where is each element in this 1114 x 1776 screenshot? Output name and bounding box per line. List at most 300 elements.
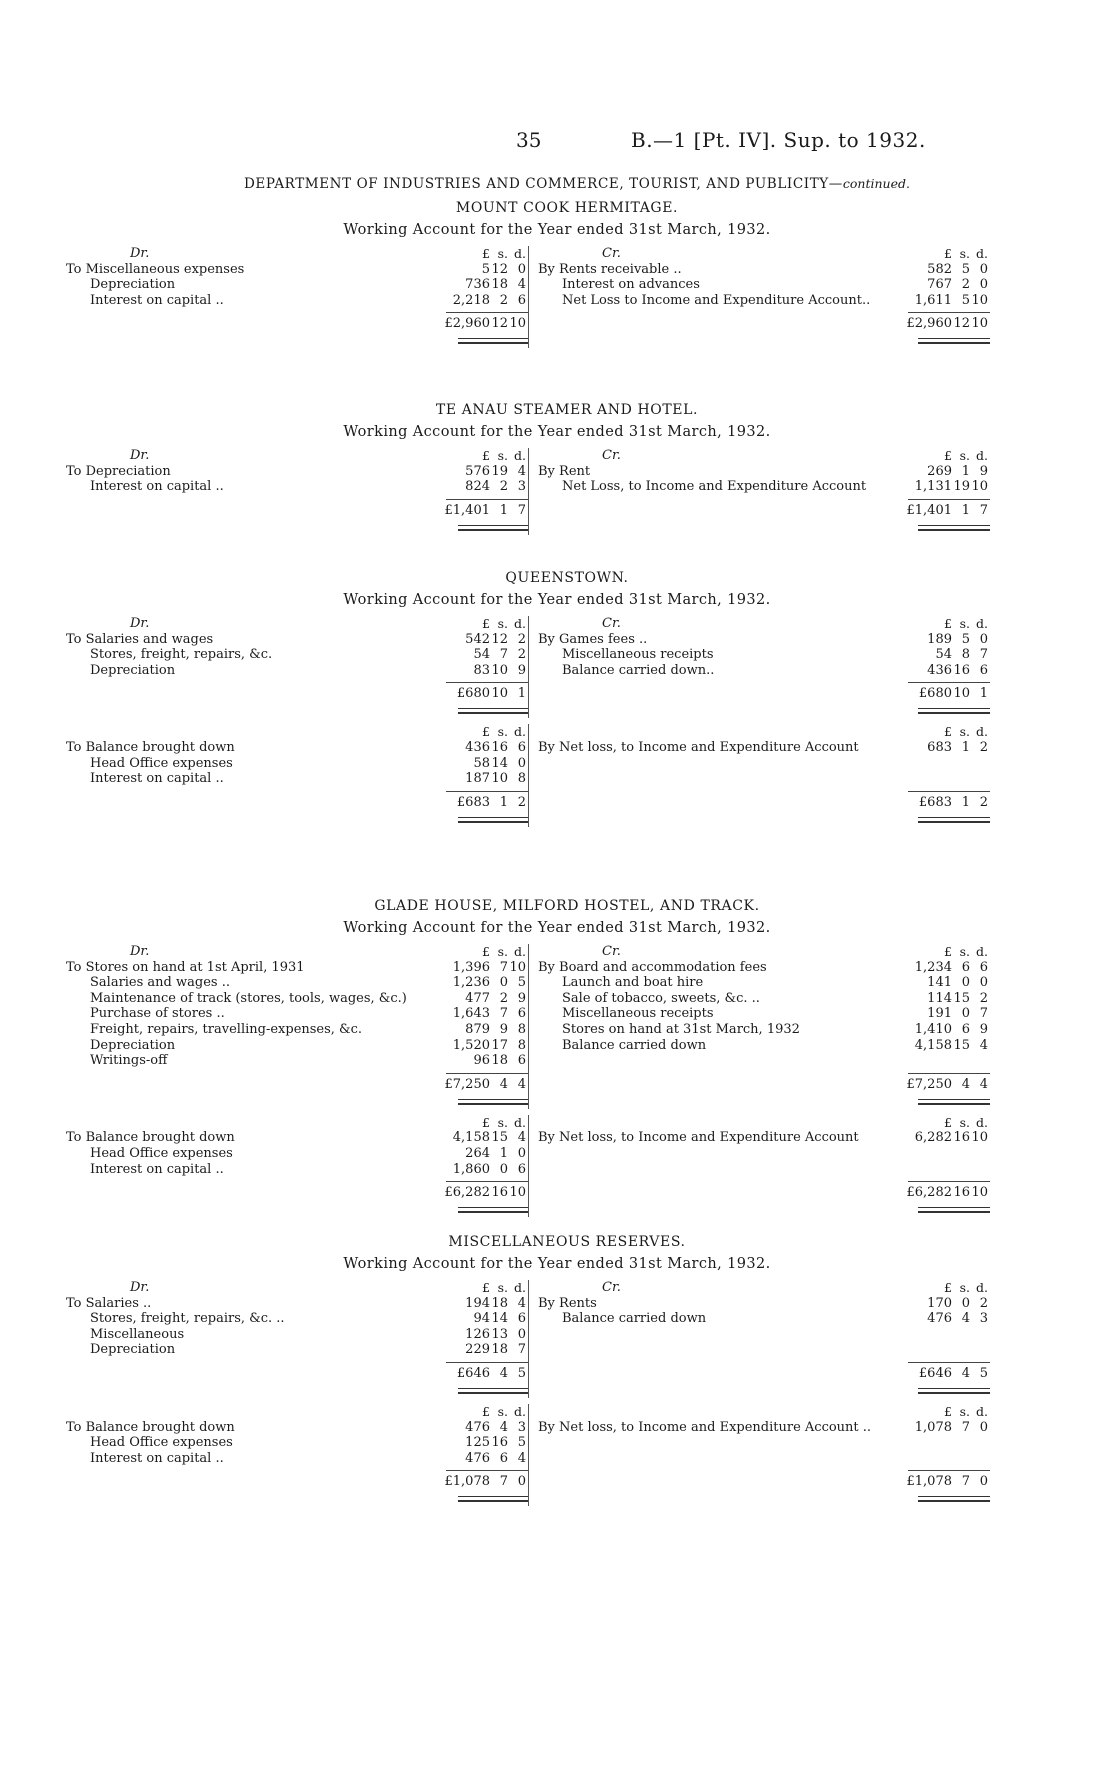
- ledger-total: [406, 503, 528, 519]
- ledger-amount-pounds: 1,410: [914, 1021, 952, 1037]
- ledger-total: [864, 795, 990, 811]
- currency-header: [864, 724, 990, 740]
- ledger-amount-pounds: 54: [935, 647, 952, 663]
- column-header-row: [538, 616, 990, 632]
- total-rule: [908, 312, 990, 313]
- currency-header: [406, 616, 528, 632]
- ledger-row: [538, 960, 990, 976]
- working-account-title: Working Account for the Year ended 31st March, 1932.: [343, 920, 771, 936]
- ledger-amount: [864, 293, 990, 309]
- column-header-row: [66, 944, 528, 960]
- ledger-row: [66, 1038, 528, 1054]
- column-header-row: [66, 1280, 528, 1296]
- total-rule: [446, 791, 528, 792]
- ledger-amount: [406, 632, 528, 648]
- ledger-amount-pounds: 576: [465, 463, 490, 479]
- ledger-row: [66, 479, 528, 495]
- ledger-amount-pounds: 736: [465, 277, 490, 293]
- ledger-amount-pence: 5: [517, 1435, 526, 1451]
- ledger-amount-pounds: 683: [927, 739, 952, 755]
- ledger-amount: [864, 1296, 990, 1312]
- total-row: [66, 678, 528, 704]
- ledger-amount-shillings: 1: [961, 739, 970, 755]
- ledger-total-pounds: £6,282: [444, 1185, 490, 1201]
- ledger-amount-pounds: 141: [927, 975, 952, 991]
- double-rule: [918, 338, 990, 344]
- ledger-total-pence: 10: [971, 316, 988, 332]
- double-rule: [458, 338, 528, 344]
- ledger-item-label: By Net loss, to Income and Expenditure Account: [538, 1130, 859, 1146]
- currency-header-unit: £: [944, 1114, 952, 1130]
- ledger-row: [66, 277, 528, 293]
- ledger-amount-shillings: 5: [961, 261, 970, 277]
- currency-header-unit: £: [482, 1280, 490, 1295]
- ledger-amount-shillings: 4: [961, 1311, 970, 1327]
- ledger-row: [66, 663, 528, 679]
- ledger-row: [66, 756, 528, 772]
- currency-header-unit: s.: [497, 246, 508, 261]
- column-header-row: [538, 1280, 990, 1296]
- total-row: [66, 1069, 528, 1095]
- ledger-amount-pence: 10: [971, 292, 988, 308]
- ledger-item-label: To Salaries ..: [66, 1295, 152, 1311]
- ledger-amount: [406, 663, 528, 679]
- ledger-block: [66, 1280, 990, 1398]
- section-title: GLADE HOUSE, MILFORD HOSTEL, AND TRACK.: [374, 898, 760, 914]
- ledger-amount: [864, 632, 990, 648]
- debit-side: [66, 246, 528, 334]
- ledger-amount-pounds: 477: [465, 990, 490, 1006]
- working-account-title: Working Account for the Year ended 31st March, 1932.: [343, 1256, 771, 1272]
- ledger-amount-pence: 3: [517, 479, 526, 495]
- ledger-amount-pounds: 83: [473, 662, 490, 678]
- currency-header-unit: £: [944, 448, 952, 463]
- total-rule: [908, 1362, 990, 1363]
- ledger-amount-pence: 2: [517, 631, 526, 647]
- ledger-amount-pence: 8: [517, 1021, 526, 1037]
- total-row: [538, 1069, 990, 1095]
- ledger-amount-pounds: 187: [465, 771, 490, 787]
- ledger-total-pounds: £6,282: [906, 1185, 952, 1201]
- credit-side: [538, 1115, 990, 1203]
- ledger-row: [538, 277, 990, 293]
- ledger-total-pence: 5: [517, 1365, 526, 1381]
- ledger-amount-pounds: 1,234: [914, 959, 952, 975]
- ledger-total-shillings: 4: [499, 1076, 508, 1092]
- currency-header-unit: d.: [514, 246, 526, 261]
- ledger-amount: [864, 1420, 990, 1436]
- ledger-amount-shillings: 2: [499, 292, 508, 308]
- ledger-amount: [406, 1053, 528, 1069]
- ledger-divider: [528, 616, 529, 718]
- ledger-block: [66, 944, 990, 1109]
- ledger-amount: [406, 464, 528, 480]
- ledger-item-label: Purchase of stores ..: [90, 1006, 225, 1022]
- ledger-amount: [864, 991, 990, 1007]
- ledger-item-label: To Depreciation: [66, 463, 171, 479]
- ledger-amount: [864, 277, 990, 293]
- currency-header: [406, 1404, 528, 1420]
- working-account-title: Working Account for the Year ended 31st March, 1932.: [343, 592, 771, 608]
- ledger-row: [66, 1022, 528, 1038]
- ledger-item-label: Miscellaneous receipts: [562, 647, 714, 663]
- column-header-row: [538, 1115, 990, 1131]
- ledger-amount-pounds: 436: [927, 662, 952, 678]
- ledger-amount-pounds: 767: [927, 277, 952, 293]
- total-rule: [446, 682, 528, 683]
- ledger-amount-shillings: 5: [961, 292, 970, 308]
- credit-label: Cr.: [602, 616, 621, 631]
- ledger-row: [538, 1296, 990, 1312]
- currency-header: [406, 944, 528, 960]
- ledger-item-label: Depreciation: [90, 1342, 176, 1358]
- ledger-amount-pence: 6: [517, 1311, 526, 1327]
- total-row: [538, 787, 990, 813]
- ledger-row-blank: [538, 1327, 990, 1343]
- page-header: [0, 128, 1114, 158]
- ledger-amount-pounds: 194: [465, 1295, 490, 1311]
- ledger-block: [66, 616, 990, 718]
- ledger-total-pounds: £683: [456, 794, 490, 810]
- debit-side: [66, 448, 528, 521]
- ledger-amount-pence: 10: [971, 479, 988, 495]
- ledger-amount-shillings: 19: [491, 463, 508, 479]
- ledger-amount-pence: 6: [517, 1161, 526, 1177]
- ledger-row-blank: [538, 1162, 990, 1178]
- ledger-total-pounds: £646: [456, 1365, 490, 1381]
- ledger-amount-shillings: 15: [953, 1037, 970, 1053]
- total-rule: [446, 1470, 528, 1471]
- ledger-amount-pence: 8: [517, 1037, 526, 1053]
- ledger-total: [406, 316, 528, 332]
- ledger-block: [66, 246, 990, 348]
- account-section: [0, 402, 1114, 535]
- ledger-amount-shillings: 10: [491, 662, 508, 678]
- ledger-total: [864, 1185, 990, 1201]
- ledger-row-blank: [538, 1435, 990, 1451]
- ledger-item-label: Miscellaneous: [90, 1326, 185, 1342]
- ledger-row: [538, 464, 990, 480]
- ledger-row: [538, 647, 990, 663]
- debit-label: Dr.: [130, 246, 150, 261]
- ledger-total-shillings: 1: [961, 794, 970, 810]
- currency-header: [864, 616, 990, 632]
- ledger-amount: [406, 293, 528, 309]
- ledger-amount-shillings: 15: [491, 1130, 508, 1146]
- account-section: [0, 1234, 1114, 1506]
- ledger-total: [406, 1077, 528, 1093]
- currency-header: [864, 448, 990, 464]
- currency-header-unit: s.: [497, 616, 508, 631]
- ledger-row: [538, 975, 990, 991]
- currency-header-unit: s.: [497, 724, 508, 740]
- ledger-amount-shillings: 9: [499, 1021, 508, 1037]
- ledger-amount-pence: 7: [517, 1342, 526, 1358]
- ledger-row-blank: [538, 1053, 990, 1069]
- ledger-amount-shillings: 12: [491, 631, 508, 647]
- ledger-total-pounds: £683: [918, 794, 952, 810]
- ledger-amount: [406, 1162, 528, 1178]
- ledger-total-pence: 0: [979, 1474, 988, 1490]
- ledger-amount-pence: 0: [517, 1145, 526, 1161]
- ledger-total-pence: 10: [509, 316, 526, 332]
- ledger-row: [66, 1162, 528, 1178]
- ledger-amount-pounds: 476: [465, 1450, 490, 1466]
- ledger-row: [538, 1022, 990, 1038]
- ledger-amount-pence: 2: [979, 1295, 988, 1311]
- currency-header-unit: s.: [497, 1280, 508, 1295]
- ledger-amount-pence: 0: [979, 1419, 988, 1435]
- ledger-amount: [864, 975, 990, 991]
- ledger-amount: [406, 756, 528, 772]
- ledger-amount: [864, 1006, 990, 1022]
- ledger-amount-pounds: 126: [465, 1326, 490, 1342]
- currency-header-unit: d.: [976, 944, 988, 959]
- currency-header-unit: d.: [976, 1404, 988, 1419]
- ledger-item-label: Miscellaneous receipts: [562, 1006, 714, 1022]
- ledger-total: [406, 795, 528, 811]
- currency-header-unit: d.: [514, 448, 526, 463]
- ledger-amount-pounds: 96: [473, 1053, 490, 1069]
- ledger-amount-shillings: 0: [499, 1161, 508, 1177]
- ledger-amount: [864, 647, 990, 663]
- ledger-item-label: Balance carried down..: [562, 662, 715, 678]
- ledger-amount-pence: 0: [979, 277, 988, 293]
- ledger-amount: [864, 663, 990, 679]
- ledger-block: [66, 1115, 990, 1217]
- currency-header: [406, 246, 528, 262]
- ledger-row: [66, 1296, 528, 1312]
- ledger-amount-pence: 3: [979, 1311, 988, 1327]
- account-section: [0, 898, 1114, 1217]
- currency-header-unit: d.: [976, 246, 988, 261]
- ledger-amount-pence: 4: [517, 1450, 526, 1466]
- ledger-amount-pounds: 476: [465, 1419, 490, 1435]
- ledger-amount-shillings: 5: [961, 631, 970, 647]
- currency-header-unit: £: [944, 246, 952, 261]
- ledger-total: [864, 686, 990, 702]
- total-row: [538, 1358, 990, 1384]
- ledger-total-pounds: £1,401: [906, 502, 952, 518]
- ledger-amount: [406, 1311, 528, 1327]
- double-rule: [918, 817, 990, 823]
- column-header-row: [538, 1404, 990, 1420]
- ledger-amount-shillings: 7: [499, 647, 508, 663]
- ledger-row: [538, 262, 990, 278]
- ledger-amount-shillings: 8: [961, 647, 970, 663]
- ledger-item-label: Freight, repairs, travelling-expenses, &c.: [90, 1021, 363, 1037]
- ledger-item-label: Interest on capital ..: [90, 292, 224, 308]
- total-rule: [446, 499, 528, 500]
- debit-side: [66, 944, 528, 1095]
- ledger-amount-pounds: 264: [465, 1145, 490, 1161]
- ledger-amount: [864, 479, 990, 495]
- ledger-amount-shillings: 15: [953, 990, 970, 1006]
- currency-header-unit: d.: [514, 1114, 526, 1130]
- department-title: [0, 176, 1114, 192]
- currency-header-unit: d.: [514, 1404, 526, 1419]
- ledger-amount-shillings: 0: [499, 975, 508, 991]
- department-continued: continued.: [842, 176, 910, 191]
- ledger-amount-pence: 2: [979, 739, 988, 755]
- ledger-amount-shillings: 0: [961, 975, 970, 991]
- currency-header: [864, 246, 990, 262]
- currency-header-unit: d.: [976, 616, 988, 631]
- double-rule: [918, 1099, 990, 1105]
- ledger-total-pounds: £1,401: [444, 502, 490, 518]
- column-header-row: [66, 1115, 528, 1131]
- ledger-amount-pence: 9: [517, 662, 526, 678]
- ledger-item-label: Stores, freight, repairs, &c. ..: [90, 1311, 285, 1327]
- currency-header-unit: £: [944, 944, 952, 959]
- ledger-total-pence: 10: [509, 1185, 526, 1201]
- debit-side: [66, 1115, 528, 1203]
- ledger-total-pounds: £2,960: [444, 316, 490, 332]
- total-rule: [908, 499, 990, 500]
- ledger-row: [538, 1038, 990, 1054]
- ledger-total: [406, 1185, 528, 1201]
- ledger-divider: [528, 724, 529, 826]
- column-header-row: [66, 1404, 528, 1420]
- ledger-total-shillings: 1: [499, 502, 508, 518]
- ledger-row: [66, 771, 528, 787]
- ledger-row-blank: [538, 1451, 990, 1467]
- ledger-row: [66, 647, 528, 663]
- ledger-block: [66, 1404, 990, 1506]
- credit-label: Cr.: [602, 1280, 621, 1295]
- ledger-amount-pounds: 582: [927, 261, 952, 277]
- ledger-amount-pounds: 1,520: [452, 1037, 490, 1053]
- ledger-amount-pence: 5: [517, 975, 526, 991]
- ledger-amount-pounds: 191: [927, 1006, 952, 1022]
- ledger-amount-shillings: 10: [491, 771, 508, 787]
- currency-header-unit: d.: [976, 1114, 988, 1130]
- ledger-row: [538, 1006, 990, 1022]
- ledger-item-label: To Stores on hand at 1st April, 1931: [66, 959, 305, 975]
- double-rule: [458, 1496, 528, 1502]
- ledger-amount: [864, 1038, 990, 1054]
- ledger-amount-shillings: 2: [499, 479, 508, 495]
- ledger-amount-pence: 10: [509, 959, 526, 975]
- working-account-title: Working Account for the Year ended 31st March, 1932.: [343, 424, 771, 440]
- total-row: [66, 1358, 528, 1384]
- total-row: [66, 1177, 528, 1203]
- ledger-amount: [406, 1327, 528, 1343]
- ledger-total-shillings: 4: [499, 1365, 508, 1381]
- ledger-amount-pence: 0: [979, 261, 988, 277]
- ledger-item-label: Sale of tobacco, sweets, &c. ..: [562, 990, 760, 1006]
- ledger-item-label: Net Loss to Income and Expenditure Account..: [562, 292, 871, 308]
- ledger-row: [66, 1146, 528, 1162]
- ledger-item-label: By Rents receivable ..: [538, 261, 682, 277]
- currency-header: [864, 944, 990, 960]
- ledger-total: [864, 316, 990, 332]
- ledger-amount-pence: 4: [517, 463, 526, 479]
- ledger-total-shillings: 16: [953, 1185, 970, 1201]
- ledger-amount-pounds: 436: [465, 739, 490, 755]
- total-row: [538, 1466, 990, 1492]
- currency-header-unit: £: [482, 448, 490, 463]
- total-rule: [446, 1073, 528, 1074]
- total-row: [538, 308, 990, 334]
- total-row: [66, 787, 528, 813]
- ledger-amount-shillings: 16: [953, 662, 970, 678]
- currency-header-unit: s.: [497, 944, 508, 959]
- account-section: [0, 200, 1114, 348]
- ledger-amount-shillings: 17: [491, 1037, 508, 1053]
- ledger-item-label: Head Office expenses: [90, 1435, 233, 1451]
- ledger-amount-pounds: 1,078: [914, 1419, 952, 1435]
- ledger-row: [66, 991, 528, 1007]
- ledger-amount-pounds: 1,643: [452, 1006, 490, 1022]
- ledger-amount-pounds: 6,282: [914, 1130, 952, 1146]
- ledger-item-label: Head Office expenses: [90, 755, 233, 771]
- ledger-amount-pounds: 5: [481, 261, 490, 277]
- ledger-amount: [406, 1420, 528, 1436]
- currency-header-unit: s.: [959, 1114, 970, 1130]
- ledger-amount: [406, 1130, 528, 1146]
- ledger-total: [864, 1077, 990, 1093]
- total-rule: [908, 682, 990, 683]
- ledger-row: [538, 1311, 990, 1327]
- currency-header-unit: £: [944, 1280, 952, 1295]
- currency-header-unit: s.: [959, 724, 970, 740]
- double-rule: [458, 1099, 528, 1105]
- total-row: [538, 678, 990, 704]
- ledger-amount-shillings: 19: [953, 479, 970, 495]
- double-rule: [918, 1388, 990, 1394]
- ledger-total-shillings: 4: [961, 1076, 970, 1092]
- ledger-amount-pounds: 2,218: [452, 292, 490, 308]
- ledger-amount-shillings: 18: [491, 1295, 508, 1311]
- double-rule: [458, 1207, 528, 1213]
- ledger-amount: [406, 740, 528, 756]
- ledger-divider: [528, 1280, 529, 1398]
- ledger-amount-pence: 4: [517, 277, 526, 293]
- total-rule: [446, 1362, 528, 1363]
- currency-header-unit: s.: [959, 448, 970, 463]
- ledger-amount-pounds: 114: [927, 990, 952, 1006]
- ledger-amount-shillings: 6: [961, 1021, 970, 1037]
- ledger-amount-pence: 6: [517, 292, 526, 308]
- ledger-block: [66, 724, 990, 826]
- debit-side: [66, 1404, 528, 1492]
- total-row: [66, 1466, 528, 1492]
- ledger-amount: [406, 1451, 528, 1467]
- ledger-item-label: To Balance brought down: [66, 1419, 235, 1435]
- currency-header-unit: d.: [976, 448, 988, 463]
- ledger-row: [66, 975, 528, 991]
- ledger-amount: [406, 975, 528, 991]
- ledger-total-shillings: 16: [491, 1185, 508, 1201]
- ledger-amount: [864, 1130, 990, 1146]
- ledger-item-label: Head Office expenses: [90, 1145, 233, 1161]
- ledger-amount-pounds: 269: [927, 463, 952, 479]
- currency-header-unit: s.: [959, 616, 970, 631]
- credit-label: Cr.: [602, 944, 621, 959]
- ledger-total-shillings: 10: [491, 686, 508, 702]
- total-row: [538, 495, 990, 521]
- ledger-item-label: Interest on capital ..: [90, 1450, 224, 1466]
- ledger-amount-pence: 9: [979, 1021, 988, 1037]
- currency-header-unit: d.: [976, 1280, 988, 1295]
- ledger-amount-pence: 9: [517, 990, 526, 1006]
- ledger-amount-pence: 7: [979, 1006, 988, 1022]
- ledger-total-shillings: 1: [961, 502, 970, 518]
- ledger-row: [66, 1451, 528, 1467]
- ledger-amount-pence: 6: [517, 1053, 526, 1069]
- ledger-amount-pence: 10: [971, 1130, 988, 1146]
